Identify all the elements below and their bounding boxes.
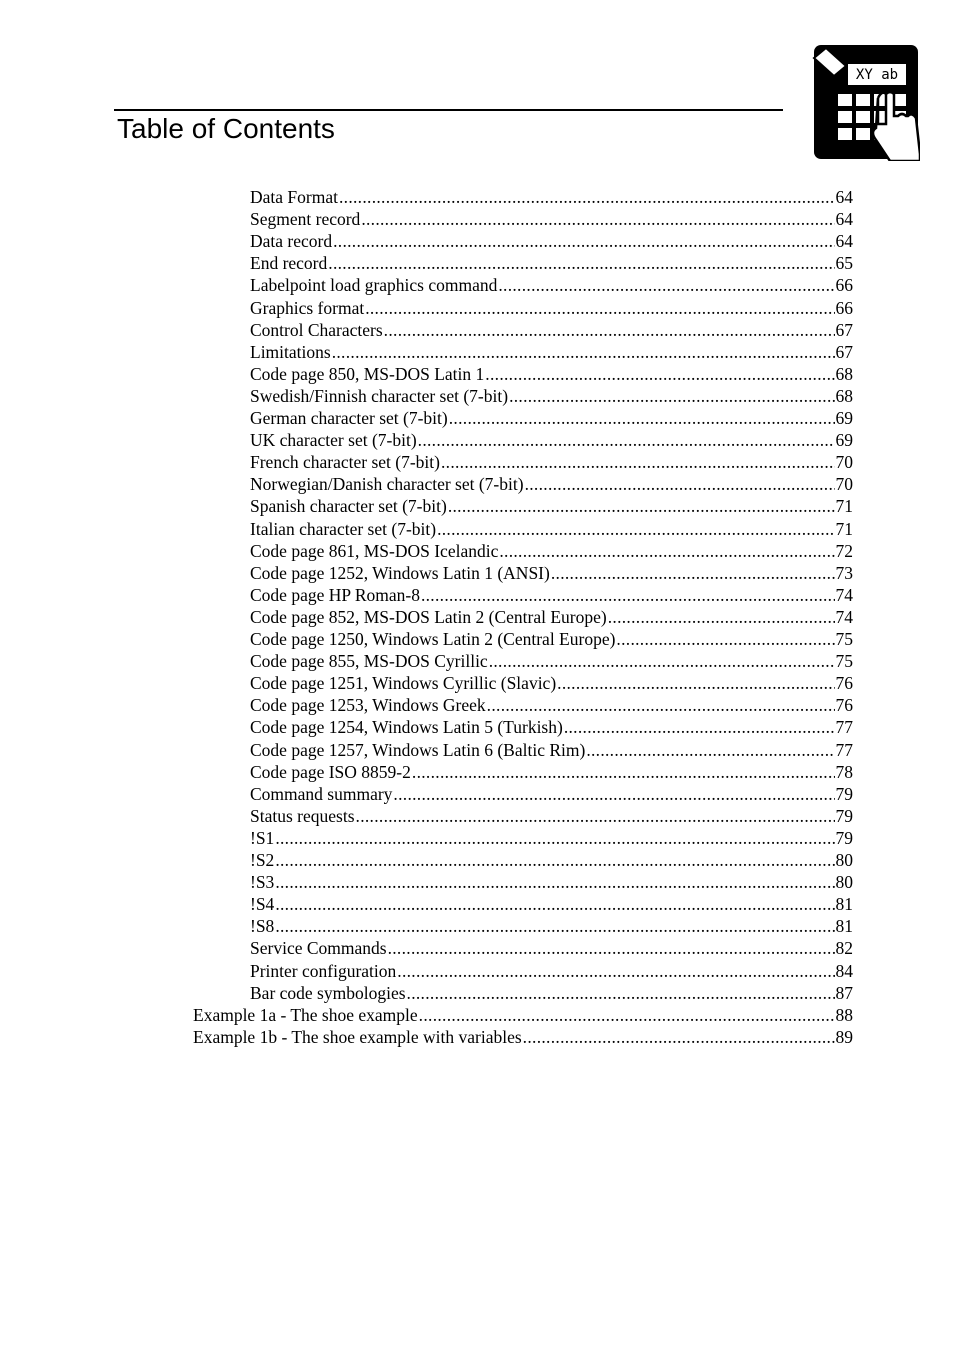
toc-dot-leader xyxy=(393,783,834,805)
toc-dot-leader xyxy=(421,584,835,606)
toc-dot-leader xyxy=(489,650,835,672)
toc-dot-leader xyxy=(525,473,835,495)
page-title: Table of Contents xyxy=(117,113,335,144)
toc-entry[interactable] xyxy=(250,739,853,761)
toc-entry-page: 87 xyxy=(835,982,853,1003)
toc-entry-page: 69 xyxy=(835,408,853,428)
title-rule xyxy=(114,109,783,111)
toc-entry-label: Data Format xyxy=(250,187,338,207)
toc-entry-label: Code page ISO 8859-2 xyxy=(250,761,411,782)
toc-entry[interactable] xyxy=(250,871,853,893)
toc-entry-page: 64 xyxy=(835,187,853,207)
toc-entry-page: 74 xyxy=(835,584,853,605)
toc-entry-page: 79 xyxy=(835,783,853,804)
toc-entry-label: Code page 855, MS-DOS Cyrillic xyxy=(250,651,488,672)
toc-entry-label: Limitations xyxy=(250,341,331,362)
toc-entry[interactable] xyxy=(250,186,853,208)
toc-entry-page: 77 xyxy=(835,717,853,738)
toc-entry-label: Status requests xyxy=(250,805,355,826)
toc-entry-label: Graphics format xyxy=(250,297,365,318)
toc-entry-page: 73 xyxy=(835,562,853,583)
toc-entry-label: Code page 850, MS-DOS Latin 1 xyxy=(250,363,485,384)
toc-dot-leader xyxy=(448,495,835,517)
toc-entry-page: 66 xyxy=(835,297,853,318)
toc-entry-page: 74 xyxy=(835,606,853,627)
toc-dot-leader xyxy=(333,230,834,252)
toc-entry-label: Code page 1250, Windows Latin 2 (Central Europe) xyxy=(250,629,616,649)
toc-entry[interactable] xyxy=(250,584,853,606)
toc-entry-label: Norwegian/Danish character set (7-bit) xyxy=(250,474,524,495)
toc-entry[interactable] xyxy=(250,341,853,363)
toc-entry-label: Segment record xyxy=(250,209,361,230)
toc-entry[interactable] xyxy=(250,805,853,827)
toc-entry-page: 67 xyxy=(835,341,853,362)
toc-entry-label: Command summary xyxy=(250,783,393,804)
toc-entry[interactable] xyxy=(250,982,853,1004)
toc-entry[interactable] xyxy=(250,473,853,495)
toc-entry[interactable] xyxy=(193,1004,853,1026)
toc-entry[interactable] xyxy=(250,606,853,628)
toc-dot-leader xyxy=(586,739,834,761)
toc-entry-label: Service Commands xyxy=(250,938,387,959)
toc-entry-label: French character set (7-bit) xyxy=(250,452,440,473)
toc-entry-page: 80 xyxy=(835,850,853,870)
toc-entry[interactable] xyxy=(250,451,853,473)
toc-entry-label: Swedish/Finnish character set (7-bit) xyxy=(250,385,509,406)
toc-entry[interactable] xyxy=(250,915,853,937)
toc-entry[interactable] xyxy=(250,694,853,716)
toc-entry[interactable] xyxy=(250,518,853,540)
toc-entry[interactable] xyxy=(193,1026,853,1048)
toc-entry[interactable] xyxy=(250,650,853,672)
toc-entry[interactable] xyxy=(250,407,853,429)
toc-entry-page: 64 xyxy=(835,231,853,252)
toc-dot-leader xyxy=(328,252,834,274)
toc-entry-page: 70 xyxy=(835,474,853,495)
toc-dot-leader xyxy=(418,429,835,451)
toc-entry-label: Italian character set (7-bit) xyxy=(250,518,437,539)
toc-entry[interactable] xyxy=(250,562,853,584)
toc-dot-leader xyxy=(449,407,835,429)
toc-dot-leader xyxy=(275,849,834,871)
toc-dot-leader xyxy=(275,893,834,915)
toc-entry[interactable] xyxy=(250,274,853,296)
toc-entry[interactable] xyxy=(250,429,853,451)
toc-entry-page: 71 xyxy=(835,518,853,539)
toc-entry[interactable] xyxy=(250,363,853,385)
toc-dot-leader xyxy=(388,937,835,959)
toc-entry[interactable] xyxy=(250,208,853,230)
toc-entry-label: Code page 852, MS-DOS Latin 2 (Central Europe) xyxy=(250,606,607,627)
toc-entry-label: !S3 xyxy=(250,872,275,893)
toc-entry-label: !S4 xyxy=(250,894,275,915)
toc-dot-leader xyxy=(332,341,835,363)
toc-entry-page: 84 xyxy=(835,960,853,981)
toc-entry-label: Code page 1252, Windows Latin 1 (ANSI) xyxy=(250,562,550,583)
toc-entry[interactable] xyxy=(250,716,853,738)
toc-entry[interactable] xyxy=(250,893,853,915)
toc-dot-leader xyxy=(441,451,835,473)
toc-dot-leader xyxy=(616,628,834,650)
toc-entry-label: Code page 1253, Windows Greek xyxy=(250,695,486,716)
toc-entry-page: 68 xyxy=(835,385,853,406)
toc-dot-leader xyxy=(608,606,835,628)
toc-entry-page: 89 xyxy=(835,1026,853,1047)
toc-entry-page: 88 xyxy=(835,1004,853,1025)
toc-dot-leader xyxy=(361,208,834,230)
toc-dot-leader xyxy=(275,915,834,937)
toc-entry-page: 66 xyxy=(835,275,853,296)
toc-dot-leader xyxy=(557,672,834,694)
toc-entry-page: 81 xyxy=(835,916,853,937)
toc-entry[interactable] xyxy=(250,761,853,783)
toc-entry-label: !S8 xyxy=(250,916,275,937)
toc-entry-label: Code page 1257, Windows Latin 6 (Baltic Rim) xyxy=(250,739,586,760)
toc-dot-leader xyxy=(499,540,834,562)
toc-entry[interactable] xyxy=(250,628,853,650)
toc-entry-label: Code page 1254, Windows Latin 5 (Turkish) xyxy=(250,717,563,738)
toc-entry-page: 78 xyxy=(835,761,853,782)
toc-dot-leader xyxy=(275,871,834,893)
toc-entry[interactable] xyxy=(250,495,853,517)
toc-entry-page: 75 xyxy=(835,651,853,672)
toc-dot-leader xyxy=(339,186,835,208)
toc-entry-page: 79 xyxy=(835,827,853,848)
toc-entry-page: 79 xyxy=(835,805,853,826)
toc-entry-label: Bar code symbologies xyxy=(250,982,406,1003)
toc-entry-label: UK character set (7-bit) xyxy=(250,430,417,451)
toc-entry-page: 77 xyxy=(835,739,853,760)
toc-dot-leader xyxy=(275,827,834,849)
toc-dot-leader xyxy=(437,518,834,540)
toc-entry[interactable] xyxy=(250,783,853,805)
toc-entry-label: !S1 xyxy=(250,827,275,848)
toc-entry-label: !S2 xyxy=(250,850,275,870)
toc-dot-leader xyxy=(397,960,834,982)
toc-entry-page: 81 xyxy=(835,894,853,915)
toc-entry-page: 64 xyxy=(835,209,853,230)
toc-dot-leader xyxy=(356,805,835,827)
toc-entry-label: Data record xyxy=(250,231,333,252)
toc-entry[interactable] xyxy=(250,297,853,319)
toc-entry-label: Labelpoint load graphics command xyxy=(250,275,498,296)
toc-dot-leader xyxy=(407,982,835,1004)
toc-entry[interactable] xyxy=(250,319,853,341)
toc-dot-leader xyxy=(412,761,835,783)
toc-entry[interactable] xyxy=(250,230,853,252)
toc-entry[interactable] xyxy=(250,937,853,959)
toc-dot-leader xyxy=(509,385,834,407)
toc-dot-leader xyxy=(384,319,835,341)
toc-dot-leader xyxy=(487,694,835,716)
toc-dot-leader xyxy=(551,562,835,584)
toc-entry-page: 82 xyxy=(835,938,853,959)
toc-dot-leader xyxy=(498,274,834,296)
toc-entry-page: 72 xyxy=(835,540,853,561)
toc-entry-label: Spanish character set (7-bit) xyxy=(250,496,447,517)
toc-entry-label: Control Characters xyxy=(250,319,383,340)
toc-entry-page: 68 xyxy=(835,363,853,384)
toc-entry-page: 76 xyxy=(835,695,853,716)
toc-entry-label: Printer configuration xyxy=(250,960,397,981)
toc-entry-label: Code page 861, MS-DOS Icelandic xyxy=(250,540,499,561)
toc-entry-label: German character set (7-bit) xyxy=(250,408,448,428)
toc-entry[interactable] xyxy=(250,385,853,407)
toc-entry-label: Code page HP Roman-8 xyxy=(250,584,420,605)
toc-entry-label: Example 1a - The shoe example xyxy=(193,1004,418,1025)
toc-entry[interactable] xyxy=(250,849,853,871)
toc-entry[interactable] xyxy=(250,252,853,274)
toc-entry-page: 67 xyxy=(835,319,853,340)
keypad-pointing-hand-icon xyxy=(812,44,920,161)
toc-entry-page: 71 xyxy=(835,496,853,517)
toc-dot-leader xyxy=(523,1026,835,1048)
toc-entry[interactable] xyxy=(250,827,853,849)
toc-dot-leader xyxy=(564,716,835,738)
toc-entry-page: 70 xyxy=(835,452,853,473)
toc-dot-leader xyxy=(485,363,834,385)
toc-entry-page: 69 xyxy=(835,430,853,451)
toc-entry-label: Example 1b - The shoe example with variables xyxy=(193,1026,522,1047)
toc-entry-label: End record xyxy=(250,253,328,274)
logo-text: XY ab xyxy=(855,67,899,83)
toc-entry[interactable] xyxy=(250,672,853,694)
toc-entry-label: Code page 1251, Windows Cyrillic (Slavic) xyxy=(250,673,557,694)
toc-entry-page: 76 xyxy=(835,673,853,694)
toc-entry-page: 80 xyxy=(835,872,853,893)
toc-entry-page: 65 xyxy=(835,253,853,274)
toc-entry-page: 75 xyxy=(835,629,853,649)
toc-entry[interactable] xyxy=(250,960,853,982)
toc-entry[interactable] xyxy=(250,540,853,562)
toc-dot-leader xyxy=(365,297,834,319)
toc-dot-leader xyxy=(419,1004,835,1026)
